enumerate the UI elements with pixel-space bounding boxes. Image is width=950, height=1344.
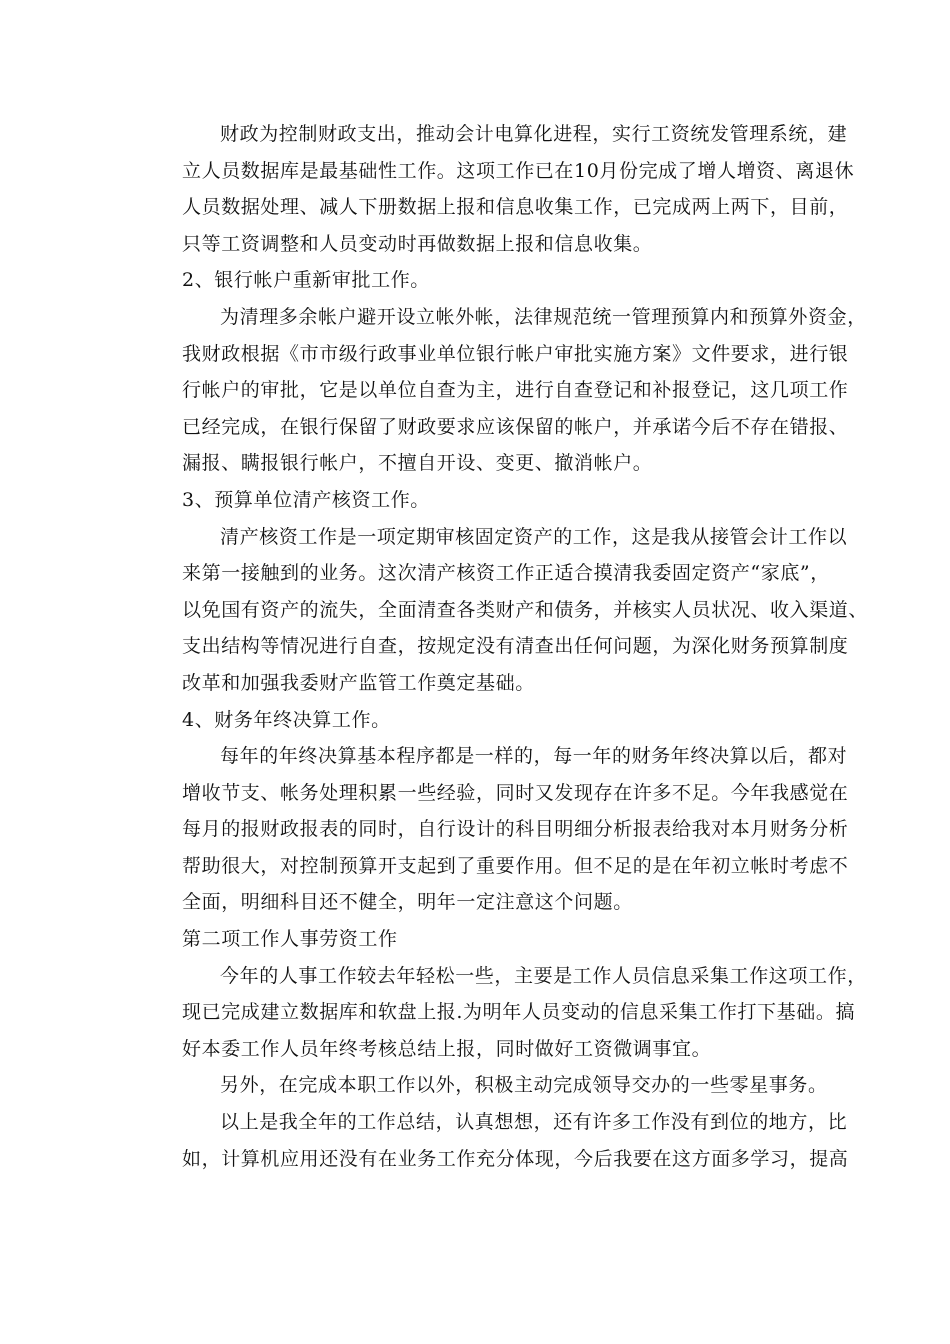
paragraph-other-tasks bbox=[144, 1067, 828, 1104]
text-line: 我财政根据《市市级行政事业单位银行帐户审批实施方案》文件要求，进行银 bbox=[182, 342, 849, 365]
section-heading-bank-accounts: 2、银行帐户重新审批工作。 bbox=[182, 269, 430, 292]
section-heading-personnel-payroll: 第二项工作人事劳资工作 bbox=[182, 928, 398, 951]
text-line: 只等工资调整和人员变动时再做数据上报和信息收集。 bbox=[182, 232, 653, 255]
text-line: 每年的年终决算基本程序都是一样的，每一年的财务年终决算以后，都对 bbox=[220, 745, 848, 768]
text-line: 另外，在完成本职工作以外，积极主动完成领导交办的一些零星事务。 bbox=[220, 1074, 828, 1097]
text-line: 每月的报财政报表的同时，自行设计的科目明细分析报表给我对本月财务分析 bbox=[182, 818, 849, 841]
text-line: 漏报、瞒报银行帐户，不擅自开设、变更、撤消帐户。 bbox=[182, 452, 653, 475]
text-line: 清产核资工作是一项定期审核固定资产的工作，这是我从接管会计工作以 bbox=[220, 525, 848, 548]
text-line: 支出结构等情况进行自查，按规定没有清查出任何问题，为深化财务预算制度 bbox=[182, 635, 849, 658]
paragraph-payroll-system bbox=[144, 116, 855, 262]
text-line: 全面，明细科目还不健全，明年一定注意这个问题。 bbox=[182, 891, 633, 914]
paragraph-personnel-work bbox=[144, 958, 867, 1068]
text-line: 为清理多余帐户避开设立帐外帐，法律规范统一管理预算内和预算外资金， bbox=[220, 305, 867, 328]
text-line: 如，计算机应用还没有在业务工作充分体现，今后我要在这方面多学习，提高 bbox=[182, 1147, 849, 1170]
paragraph-bank-accounts bbox=[144, 299, 867, 482]
section-heading-year-end-accounts: 4、财务年终决算工作。 bbox=[182, 708, 391, 731]
text-line: 来第一接触到的业务。这次清产核资工作正适合摸清我委固定资产“家底”， bbox=[182, 562, 830, 585]
text-line: 已经完成，在银行保留了财政要求应该保留的帐户，并承诺今后不存在错报、 bbox=[182, 415, 849, 438]
text-line: 以上是我全年的工作总结，认真想想，还有许多工作没有到位的地方，比 bbox=[220, 1111, 848, 1134]
text-line: 人员数据处理、减人下册数据上报和信息收集工作，已完成两上两下，目前， bbox=[182, 196, 849, 219]
text-line: 财政为控制财政支出，推动会计电算化进程，实行工资统发管理系统，建 bbox=[220, 123, 848, 145]
text-line: 改革和加强我委财产监管工作奠定基础。 bbox=[182, 671, 535, 694]
text-line: 好本委工作人员年终考核总结上报，同时做好工资微调事宜。 bbox=[182, 1037, 712, 1060]
paragraph-asset-verification bbox=[144, 519, 869, 702]
paragraph-year-end-accounts bbox=[144, 738, 849, 921]
section-heading-asset-verification: 3、预算单位清产核资工作。 bbox=[182, 488, 430, 511]
text-line: 立人员数据库是最基础性工作。这项工作已在10月份完成了增人增资、离退休 bbox=[182, 159, 855, 182]
text-line: 帮助很大，对控制预算开支起到了重要作用。但不足的是在年初立帐时考虑不 bbox=[182, 854, 849, 877]
text-line: 行帐户的审批，它是以单位自查为主，进行自查登记和补报登记，这几项工作 bbox=[182, 379, 849, 402]
text-line: 增收节支、帐务处理积累一些经验，同时又发现存在许多不足。今年我感觉在 bbox=[182, 781, 849, 804]
text-line: 以免国有资产的流失，全面清查各类财产和债务，并核实人员状况、收入渠道、 bbox=[182, 598, 869, 621]
text-line: 今年的人事工作较去年轻松一些，主要是工作人员信息采集工作这项工作， bbox=[220, 964, 867, 987]
text-line: 现已完成建立数据库和软盘上报.为明年人员变动的信息采集工作打下基础。搞 bbox=[182, 1001, 856, 1024]
paragraph-summary bbox=[144, 1104, 849, 1177]
document-body bbox=[144, 116, 869, 1177]
